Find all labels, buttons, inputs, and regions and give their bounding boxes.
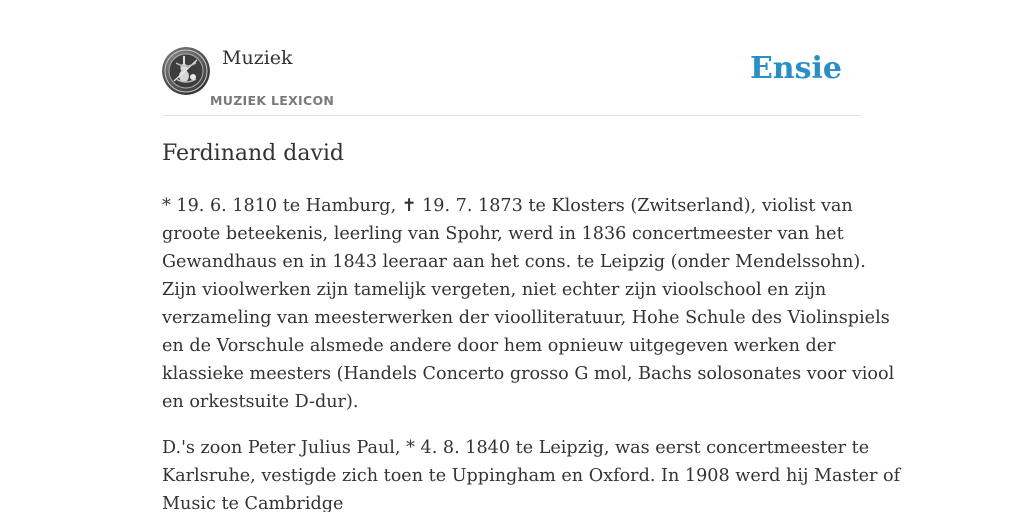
paragraph-line: Zijn vioolwerken zijn tamelijk vergeten, niet echter zijn vioolschool en zijn — [162, 280, 827, 300]
article-paragraph — [162, 434, 901, 512]
article-title: Ferdinand david — [162, 141, 344, 166]
paragraph-line: en de Vorschule alsmede andere door hem opnieuw uitgegeven werken der — [162, 336, 836, 356]
site-header — [162, 0, 862, 116]
article — [162, 138, 901, 512]
paragraph-line: Gewandhaus en in 1843 leeraar aan het cons. te Leipzig (onder Mendelssohn). — [162, 252, 866, 272]
category-link[interactable]: Muziek — [222, 47, 293, 69]
paragraph-line: verzameling van meesterwerken der vioolliteratuur, Hohe Schule des Violinspiels — [162, 308, 890, 328]
paragraph-line: Music te Cambridge — [162, 494, 344, 512]
paragraph-line: groote beteekenis, leerling van Spohr, werd in 1836 concertmeester van het — [162, 224, 844, 244]
paragraph-line: * 19. 6. 1810 te Hamburg, ✝ 19. 7. 1873 te Klosters (Zwitserland), violist van — [162, 196, 853, 216]
paragraph-line: Karlsruhe, vestigde zich toen te Uppingham en Oxford. In 1908 werd hij Master of — [162, 466, 901, 486]
category-avatar[interactable] — [162, 47, 210, 95]
site-subtitle: MUZIEK LEXICON — [210, 93, 335, 108]
paragraph-line: klassieke meesters (Handels Concerto grosso G mol, Bachs solosonates voor viool — [162, 364, 895, 384]
violin-emblem-icon — [162, 47, 210, 95]
paragraph-line: en orkestsuite D-dur). — [162, 392, 359, 412]
brand-logo[interactable]: Ensie — [749, 51, 842, 86]
article-paragraph — [162, 192, 895, 416]
paragraph-line: D.'s zoon Peter Julius Paul, * 4. 8. 1840 te Leipzig, was eerst concertmeester te — [162, 438, 870, 458]
